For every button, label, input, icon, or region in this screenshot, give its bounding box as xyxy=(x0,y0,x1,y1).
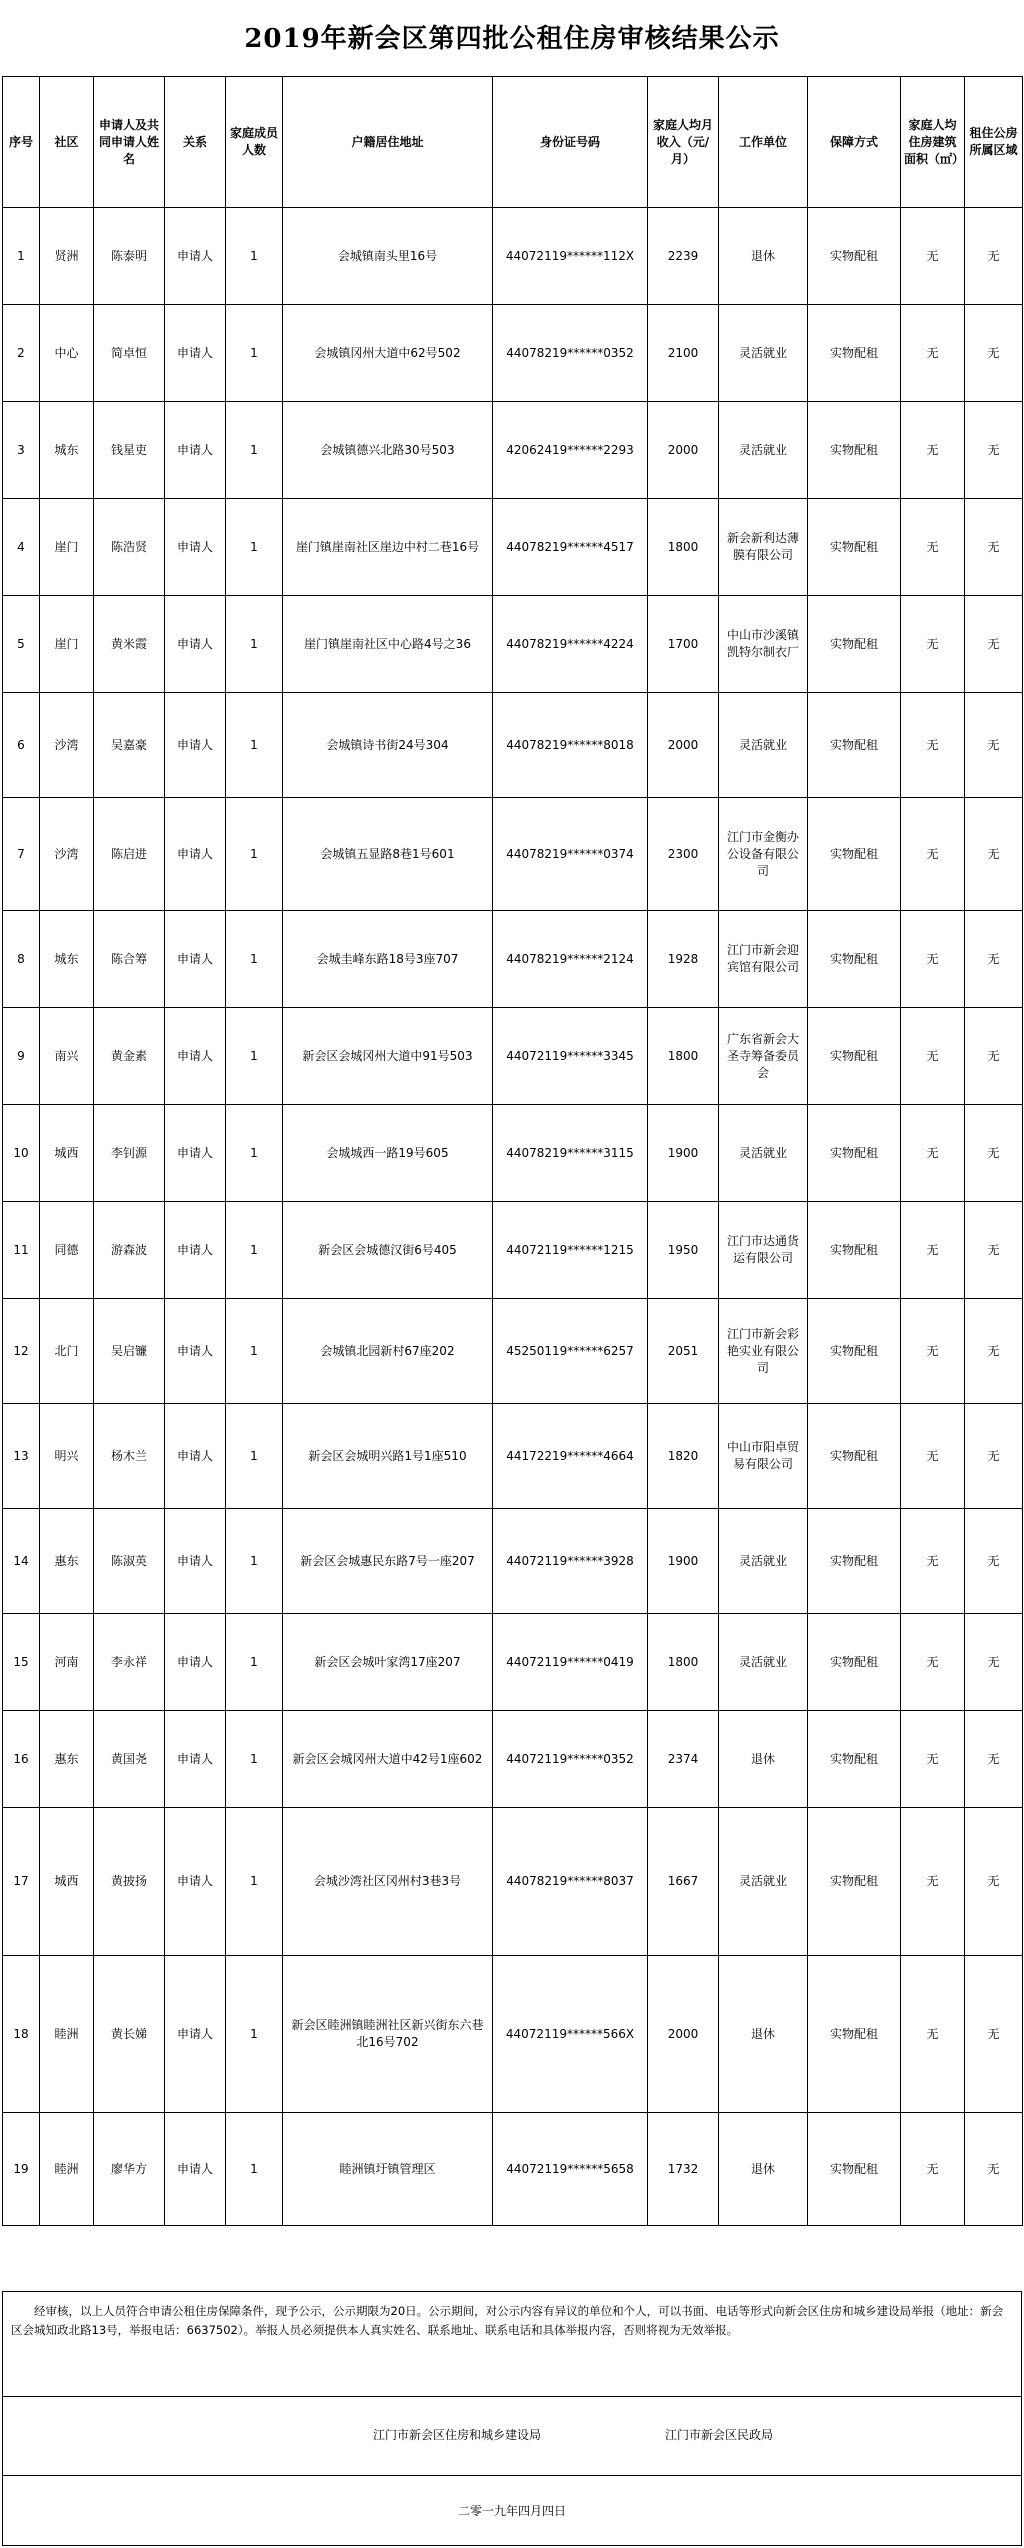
cell-housing-area: 无 xyxy=(901,1956,965,2113)
cell-id-number: 44072119******566X xyxy=(493,1956,648,2113)
cell-relation: 申请人 xyxy=(165,499,226,596)
header-family-size: 家庭成员人数 xyxy=(226,77,283,208)
cell-employer: 退休 xyxy=(719,208,808,305)
table-row xyxy=(3,1008,1023,1105)
table-row xyxy=(3,305,1023,402)
cell-name: 杨木兰 xyxy=(94,1404,165,1509)
cell-support-type: 实物配租 xyxy=(808,1202,901,1299)
cell-relation: 申请人 xyxy=(165,693,226,798)
table-row xyxy=(3,1614,1023,1711)
cell-relation: 申请人 xyxy=(165,402,226,499)
cell-name: 黄国尧 xyxy=(94,1711,165,1808)
header-address: 户籍居住地址 xyxy=(283,77,493,208)
cell-family-size: 1 xyxy=(226,911,283,1008)
cell-index: 16 xyxy=(3,1711,40,1808)
cell-id-number: 44072119******1215 xyxy=(493,1202,648,1299)
cell-family-size: 1 xyxy=(226,798,283,911)
cell-support-type: 实物配租 xyxy=(808,1711,901,1808)
cell-id-number: 44078219******3115 xyxy=(493,1105,648,1202)
cell-address: 新会区睦洲镇睦洲社区新兴街东六巷北16号702 xyxy=(283,1956,493,2113)
table-header-row xyxy=(3,77,1023,208)
cell-index: 7 xyxy=(3,798,40,911)
cell-income: 2374 xyxy=(648,1711,719,1808)
cell-name: 黄披扬 xyxy=(94,1808,165,1956)
cell-rental-region: 无 xyxy=(965,1711,1023,1808)
cell-support-type: 实物配租 xyxy=(808,402,901,499)
table-row xyxy=(3,208,1023,305)
cell-address: 会城镇诗书街24号304 xyxy=(283,693,493,798)
cell-income: 1667 xyxy=(648,1808,719,1956)
cell-housing-area: 无 xyxy=(901,2113,965,2226)
cell-support-type: 实物配租 xyxy=(808,1808,901,1956)
cell-relation: 申请人 xyxy=(165,305,226,402)
cell-address: 会城城西一路19号605 xyxy=(283,1105,493,1202)
cell-id-number: 44078219******8037 xyxy=(493,1808,648,1956)
cell-support-type: 实物配租 xyxy=(808,693,901,798)
cell-income: 2000 xyxy=(648,1956,719,2113)
table-row xyxy=(3,1202,1023,1299)
cell-id-number: 44078219******0352 xyxy=(493,305,648,402)
cell-rental-region: 无 xyxy=(965,798,1023,911)
cell-index: 10 xyxy=(3,1105,40,1202)
header-income: 家庭人均月收入（元/月） xyxy=(648,77,719,208)
cell-name: 陈泰明 xyxy=(94,208,165,305)
cell-employer: 灵活就业 xyxy=(719,1105,808,1202)
cell-support-type: 实物配租 xyxy=(808,1614,901,1711)
cell-relation: 申请人 xyxy=(165,2113,226,2226)
table-row xyxy=(3,1956,1023,2113)
header-applicant-name: 申请人及共同申请人姓名 xyxy=(94,77,165,208)
cell-address: 会城沙湾社区冈州村3巷3号 xyxy=(283,1808,493,1956)
cell-address: 会城镇北园新村67座202 xyxy=(283,1299,493,1404)
cell-housing-area: 无 xyxy=(901,499,965,596)
cell-relation: 申请人 xyxy=(165,1808,226,1956)
cell-rental-region: 无 xyxy=(965,1008,1023,1105)
cell-relation: 申请人 xyxy=(165,1202,226,1299)
table-row xyxy=(3,596,1023,693)
cell-community: 沙湾 xyxy=(40,693,94,798)
cell-support-type: 实物配租 xyxy=(808,499,901,596)
cell-income: 1732 xyxy=(648,2113,719,2226)
cell-relation: 申请人 xyxy=(165,1711,226,1808)
cell-housing-area: 无 xyxy=(901,693,965,798)
cell-relation: 申请人 xyxy=(165,596,226,693)
table-row xyxy=(3,911,1023,1008)
table-row xyxy=(3,499,1023,596)
cell-name: 黄米霞 xyxy=(94,596,165,693)
cell-family-size: 1 xyxy=(226,499,283,596)
cell-name: 吴启镰 xyxy=(94,1299,165,1404)
cell-address: 崖门镇崖南社区中心路4号之36 xyxy=(283,596,493,693)
cell-employer: 退休 xyxy=(719,1956,808,2113)
cell-rental-region: 无 xyxy=(965,1202,1023,1299)
header-id-number: 身份证号码 xyxy=(493,77,648,208)
cell-address: 会城镇五显路8巷1号601 xyxy=(283,798,493,911)
cell-community: 沙湾 xyxy=(40,798,94,911)
cell-relation: 申请人 xyxy=(165,798,226,911)
cell-support-type: 实物配租 xyxy=(808,1404,901,1509)
cell-rental-region: 无 xyxy=(965,1299,1023,1404)
cell-relation: 申请人 xyxy=(165,1509,226,1614)
cell-community: 城东 xyxy=(40,911,94,1008)
cell-support-type: 实物配租 xyxy=(808,911,901,1008)
cell-community: 崖门 xyxy=(40,596,94,693)
cell-support-type: 实物配租 xyxy=(808,1105,901,1202)
table-body xyxy=(3,208,1023,2226)
cell-rental-region: 无 xyxy=(965,208,1023,305)
cell-rental-region: 无 xyxy=(965,2113,1023,2226)
cell-housing-area: 无 xyxy=(901,1509,965,1614)
cell-name: 游森波 xyxy=(94,1202,165,1299)
cell-income: 1928 xyxy=(648,911,719,1008)
cell-housing-area: 无 xyxy=(901,1299,965,1404)
header-rental-region: 租住公房所属区域 xyxy=(965,77,1023,208)
cell-housing-area: 无 xyxy=(901,1808,965,1956)
table-row xyxy=(3,1105,1023,1202)
result-table xyxy=(2,76,1023,2226)
cell-address: 会城镇德兴北路30号503 xyxy=(283,402,493,499)
cell-address: 新会区会城叶家湾17座207 xyxy=(283,1614,493,1711)
cell-employer: 江门市达通货运有限公司 xyxy=(719,1202,808,1299)
cell-family-size: 1 xyxy=(226,1509,283,1614)
cell-address: 会城镇南头里16号 xyxy=(283,208,493,305)
cell-housing-area: 无 xyxy=(901,911,965,1008)
signature-civil-affairs: 江门市新会区民政局 xyxy=(665,2428,774,2442)
header-relation: 关系 xyxy=(165,77,226,208)
cell-support-type: 实物配租 xyxy=(808,1509,901,1614)
cell-id-number: 44078219******8018 xyxy=(493,693,648,798)
cell-name: 黄金素 xyxy=(94,1008,165,1105)
cell-community: 中心 xyxy=(40,305,94,402)
cell-name: 黄长娣 xyxy=(94,1956,165,2113)
cell-address: 崖门镇崖南社区崖边中村二巷16号 xyxy=(283,499,493,596)
cell-index: 17 xyxy=(3,1808,40,1956)
cell-id-number: 44078219******2124 xyxy=(493,911,648,1008)
header-housing-area: 家庭人均住房建筑面积（㎡） xyxy=(901,77,965,208)
cell-family-size: 1 xyxy=(226,1808,283,1956)
cell-index: 14 xyxy=(3,1509,40,1614)
cell-community: 崖门 xyxy=(40,499,94,596)
cell-index: 19 xyxy=(3,2113,40,2226)
cell-address: 新会区会城惠民东路7号一座207 xyxy=(283,1509,493,1614)
cell-family-size: 1 xyxy=(226,2113,283,2226)
cell-housing-area: 无 xyxy=(901,1404,965,1509)
cell-housing-area: 无 xyxy=(901,305,965,402)
cell-id-number: 44072119******0352 xyxy=(493,1711,648,1808)
cell-community: 北门 xyxy=(40,1299,94,1404)
table-row xyxy=(3,2113,1023,2226)
cell-id-number: 44072119******3928 xyxy=(493,1509,648,1614)
cell-rental-region: 无 xyxy=(965,1808,1023,1956)
cell-id-number: 44078219******4517 xyxy=(493,499,648,596)
cell-index: 6 xyxy=(3,693,40,798)
cell-housing-area: 无 xyxy=(901,596,965,693)
table-row xyxy=(3,1299,1023,1404)
cell-community: 南兴 xyxy=(40,1008,94,1105)
header-index: 序号 xyxy=(3,77,40,208)
cell-housing-area: 无 xyxy=(901,208,965,305)
cell-index: 4 xyxy=(3,499,40,596)
cell-name: 陈淑英 xyxy=(94,1509,165,1614)
cell-family-size: 1 xyxy=(226,1202,283,1299)
cell-housing-area: 无 xyxy=(901,1614,965,1711)
cell-family-size: 1 xyxy=(226,596,283,693)
cell-address: 新会区会城冈州大道中91号503 xyxy=(283,1008,493,1105)
cell-income: 2100 xyxy=(648,305,719,402)
cell-income: 2239 xyxy=(648,208,719,305)
cell-employer: 灵活就业 xyxy=(719,402,808,499)
cell-rental-region: 无 xyxy=(965,1509,1023,1614)
cell-support-type: 实物配租 xyxy=(808,305,901,402)
table-row xyxy=(3,1711,1023,1808)
cell-id-number: 44172219******4664 xyxy=(493,1404,648,1509)
cell-income: 2000 xyxy=(648,402,719,499)
cell-community: 睦洲 xyxy=(40,2113,94,2226)
cell-employer: 江门市金衡办公设备有限公司 xyxy=(719,798,808,911)
cell-support-type: 实物配租 xyxy=(808,208,901,305)
cell-index: 8 xyxy=(3,911,40,1008)
cell-address: 新会区会城德汉街6号405 xyxy=(283,1202,493,1299)
header-employer: 工作单位 xyxy=(719,77,808,208)
cell-employer: 中山市阳卓贸易有限公司 xyxy=(719,1404,808,1509)
cell-family-size: 1 xyxy=(226,305,283,402)
cell-index: 1 xyxy=(3,208,40,305)
table-row xyxy=(3,1808,1023,1956)
cell-employer: 灵活就业 xyxy=(719,1614,808,1711)
cell-employer: 江门市新会彩艳实业有限公司 xyxy=(719,1299,808,1404)
table-row xyxy=(3,1404,1023,1509)
cell-support-type: 实物配租 xyxy=(808,1299,901,1404)
cell-address: 新会区会城冈州大道中42号1座602 xyxy=(283,1711,493,1808)
cell-community: 城西 xyxy=(40,1808,94,1956)
cell-income: 1900 xyxy=(648,1509,719,1614)
cell-index: 5 xyxy=(3,596,40,693)
cell-income: 1950 xyxy=(648,1202,719,1299)
cell-family-size: 1 xyxy=(226,1614,283,1711)
cell-housing-area: 无 xyxy=(901,1008,965,1105)
cell-name: 钱星吏 xyxy=(94,402,165,499)
cell-community: 城西 xyxy=(40,1105,94,1202)
cell-rental-region: 无 xyxy=(965,305,1023,402)
cell-community: 惠东 xyxy=(40,1711,94,1808)
cell-employer: 灵活就业 xyxy=(719,693,808,798)
cell-income: 1800 xyxy=(648,1008,719,1105)
cell-relation: 申请人 xyxy=(165,1008,226,1105)
cell-employer: 灵活就业 xyxy=(719,1808,808,1956)
cell-rental-region: 无 xyxy=(965,499,1023,596)
cell-rental-region: 无 xyxy=(965,1105,1023,1202)
cell-family-size: 1 xyxy=(226,1956,283,2113)
cell-employer: 退休 xyxy=(719,1711,808,1808)
cell-family-size: 1 xyxy=(226,1404,283,1509)
cell-index: 15 xyxy=(3,1614,40,1711)
cell-income: 1800 xyxy=(648,499,719,596)
cell-income: 2000 xyxy=(648,693,719,798)
cell-support-type: 实物配租 xyxy=(808,1956,901,2113)
cell-name: 简卓恒 xyxy=(94,305,165,402)
cell-address: 新会区会城明兴路1号1座510 xyxy=(283,1404,493,1509)
cell-name: 陈浩贤 xyxy=(94,499,165,596)
signature-block xyxy=(2,2396,1022,2476)
cell-index: 12 xyxy=(3,1299,40,1404)
cell-income: 1700 xyxy=(648,596,719,693)
cell-employer: 退休 xyxy=(719,2113,808,2226)
cell-family-size: 1 xyxy=(226,1105,283,1202)
cell-relation: 申请人 xyxy=(165,1956,226,2113)
cell-employer: 新会新利达薄膜有限公司 xyxy=(719,499,808,596)
cell-community: 同德 xyxy=(40,1202,94,1299)
cell-id-number: 44078219******4224 xyxy=(493,596,648,693)
cell-index: 9 xyxy=(3,1008,40,1105)
cell-family-size: 1 xyxy=(226,693,283,798)
cell-relation: 申请人 xyxy=(165,1105,226,1202)
cell-support-type: 实物配租 xyxy=(808,2113,901,2226)
cell-family-size: 1 xyxy=(226,208,283,305)
cell-community: 城东 xyxy=(40,402,94,499)
cell-address: 会城圭峰东路18号3座707 xyxy=(283,911,493,1008)
cell-name: 陈启进 xyxy=(94,798,165,911)
cell-community: 河南 xyxy=(40,1614,94,1711)
review-notes: 经审核，以上人员符合申请公租住房保障条件，现予公示，公示期限为20日。公示期间，对公示内容有异议的单位和个人，可以书面、电话等形式向新会区住房和城乡建设局举报（地址：新会区会城知政北路13号，举报电话：6637502）。举报人员必须提供本人真实姓名、联系地址、联系电话和具体举报内容，否则将视为无效举报。 xyxy=(2,2291,1022,2397)
cell-index: 18 xyxy=(3,1956,40,2113)
cell-index: 11 xyxy=(3,1202,40,1299)
cell-address: 会城镇冈州大道中62号502 xyxy=(283,305,493,402)
cell-community: 贤洲 xyxy=(40,208,94,305)
cell-relation: 申请人 xyxy=(165,208,226,305)
cell-income: 1900 xyxy=(648,1105,719,1202)
cell-id-number: 44072119******112X xyxy=(493,208,648,305)
cell-employer: 广东省新会大圣寺筹备委员会 xyxy=(719,1008,808,1105)
cell-family-size: 1 xyxy=(226,402,283,499)
cell-employer: 灵活就业 xyxy=(719,1509,808,1614)
cell-index: 13 xyxy=(3,1404,40,1509)
cell-housing-area: 无 xyxy=(901,1202,965,1299)
cell-family-size: 1 xyxy=(226,1008,283,1105)
cell-rental-region: 无 xyxy=(965,1404,1023,1509)
cell-rental-region: 无 xyxy=(965,402,1023,499)
cell-income: 1800 xyxy=(648,1614,719,1711)
table-row xyxy=(3,798,1023,911)
cell-community: 明兴 xyxy=(40,1404,94,1509)
cell-income: 1820 xyxy=(648,1404,719,1509)
table-row xyxy=(3,693,1023,798)
cell-id-number: 44072119******5658 xyxy=(493,2113,648,2226)
cell-index: 3 xyxy=(3,402,40,499)
cell-employer: 江门市新会迎宾馆有限公司 xyxy=(719,911,808,1008)
cell-index: 2 xyxy=(3,305,40,402)
cell-support-type: 实物配租 xyxy=(808,1008,901,1105)
cell-housing-area: 无 xyxy=(901,1711,965,1808)
cell-community: 惠东 xyxy=(40,1509,94,1614)
cell-id-number: 44078219******0374 xyxy=(493,798,648,911)
cell-rental-region: 无 xyxy=(965,693,1023,798)
cell-relation: 申请人 xyxy=(165,1299,226,1404)
cell-id-number: 45250119******6257 xyxy=(493,1299,648,1404)
cell-relation: 申请人 xyxy=(165,1614,226,1711)
header-support-type: 保障方式 xyxy=(808,77,901,208)
cell-rental-region: 无 xyxy=(965,1956,1023,2113)
cell-support-type: 实物配租 xyxy=(808,596,901,693)
cell-community: 睦洲 xyxy=(40,1956,94,2113)
cell-name: 陈合筹 xyxy=(94,911,165,1008)
cell-housing-area: 无 xyxy=(901,1105,965,1202)
header-community: 社区 xyxy=(40,77,94,208)
cell-rental-region: 无 xyxy=(965,596,1023,693)
cell-income: 2300 xyxy=(648,798,719,911)
cell-rental-region: 无 xyxy=(965,911,1023,1008)
cell-relation: 申请人 xyxy=(165,911,226,1008)
page-title: 2019年新会区第四批公租住房审核结果公示 xyxy=(244,24,780,54)
cell-employer: 灵活就业 xyxy=(719,305,808,402)
cell-id-number: 44072119******3345 xyxy=(493,1008,648,1105)
cell-family-size: 1 xyxy=(226,1299,283,1404)
cell-id-number: 44072119******0419 xyxy=(493,1614,648,1711)
cell-income: 2051 xyxy=(648,1299,719,1404)
cell-address: 睦洲镇圩镇管理区 xyxy=(283,2113,493,2226)
cell-relation: 申请人 xyxy=(165,1404,226,1509)
table-row xyxy=(3,402,1023,499)
cell-id-number: 42062419******2293 xyxy=(493,402,648,499)
signature-housing-bureau: 江门市新会区住房和城乡建设局 xyxy=(373,2428,542,2442)
cell-name: 廖华方 xyxy=(94,2113,165,2226)
cell-employer: 中山市沙溪镇凯特尔制衣厂 xyxy=(719,596,808,693)
cell-name: 李钊源 xyxy=(94,1105,165,1202)
publish-date: 二零一九年四月四日 xyxy=(2,2476,1022,2546)
cell-name: 李永祥 xyxy=(94,1614,165,1711)
cell-housing-area: 无 xyxy=(901,402,965,499)
cell-family-size: 1 xyxy=(226,1711,283,1808)
cell-support-type: 实物配租 xyxy=(808,798,901,911)
cell-housing-area: 无 xyxy=(901,798,965,911)
cell-name: 吴嘉豪 xyxy=(94,693,165,798)
table-row xyxy=(3,1509,1023,1614)
cell-rental-region: 无 xyxy=(965,1614,1023,1711)
